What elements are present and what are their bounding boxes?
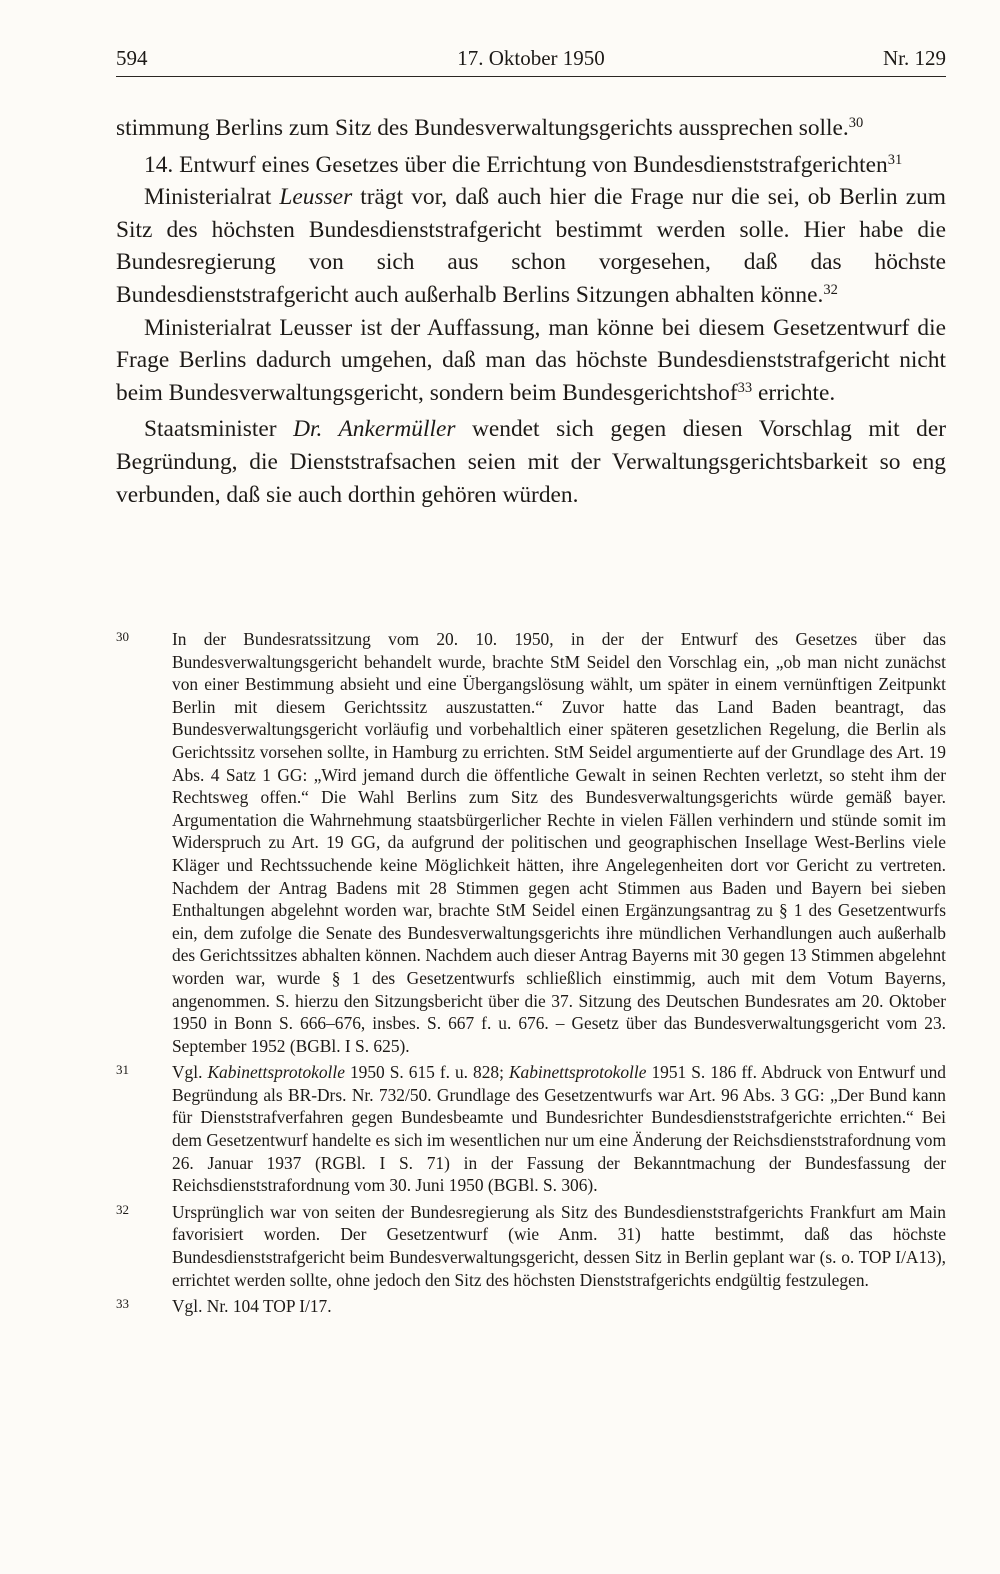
footnotes: [116, 628, 946, 1322]
footnote-33: 33 Vgl. Nr. 104 TOP I/17.: [116, 1295, 946, 1318]
running-header: [116, 42, 946, 77]
main-text: [116, 112, 946, 511]
speaker-name: Leusser: [279, 184, 353, 211]
header-date: 17. Oktober 1950: [457, 46, 605, 70]
footnote-number: 32: [116, 1201, 129, 1217]
footnote-30: 30 In der Bundesratssitzung vom 20. 10. 1950, in der der Entwurf des Gesetzes über das Bundesverwaltungsgericht behandelt wurde, brachte StM Seidel den Vorschlag ein, „ob man nicht zunächst von einer Bestimmung absieht und eine Übergangslösung wählt, um später in einem vernünftigen Zeitpunkt Berlin mit diesem Gerichtssitz auszustatten.“ Zuvor hatte das Land Baden beantragt, das Bundesverwaltungsgericht vorläufig und vorbehaltlich einer späteren gesetzlichen Regelung, die Berlin als Gerichtssitz vorsehen sollte, in Hamburg zu errichten. StM Seidel argumentierte auf der Grundlage des Art. 19 Abs. 4 Satz 1 GG: „Wird jemand durch die öffentliche Gewalt in seinen Rechten verletzt, so steht ihm der Rechtsweg offen.“ Die Wahl Berlins zum Sitz des Bundesverwaltungsgerichts würde gemäß bayer. Argumentation die Wahrnehmung staatsbürgerlicher Rechte in vielen Fällen verhindern und stünde somit im Widerspruch zu Art. 19 GG, da aufgrund der politischen und geographischen Insellage West-Berlins viele Kläger und Rechtssuchende keine Möglichkeit hätten, ihre Angelegenheiten dort vor Gericht zu vertreten. Nachdem der Antrag Badens mit 28 Stimmen gegen acht Stimmen aus Baden und Bayern bei sieben Enthaltungen abgelehnt worden war, brachte StM Seidel einen Ergänzungsantrag zu § 1 des Gesetzentwurfs ein, dem zufolge die Senate des Bundesverwaltungsgerichts ihre mündlichen Verhandlungen auch außerhalb des Gerichtssitzes abhalten können. Nachdem auch dieser Antrag Bayerns mit 30 gegen 13 Stimmen abgelehnt worden war, wurde § 1 des Gesetzentwurfs schließlich einstimmig, auch mit dem Votum Bayerns, angenommen. S. hierzu den Sitzungsbericht über die 37. Sitzung des Deutschen Bundesrates am 20. Oktober 1950 in Bonn S. 666–676, insbes. S. 667 f. u. 676. – Gesetz über das Bundesverwaltungsgericht vom 23. September 1952 (BGBl. I S. 625).: [116, 628, 946, 1057]
footnote-ref-30: 30: [848, 115, 864, 132]
footnote-ref-32: 32: [823, 282, 838, 298]
footnote-32: 32 Ursprünglich war von seiten der Bundesregierung als Sitz des Bundesdienststrafgerichts Frankfurt am Main favorisiert worden. Der Gesetzentwurf (wie Anm. 31) hatte bestimmt, daß das höchste Bundesdienststrafgericht beim Bundesverwaltungsgericht, dessen Sitz in Berlin geplant war (s. o. TOP I/A13), errichtet werden sollte, ohne jedoch den Sitz des höchsten Dienststrafgerichts endgültig festzulegen.: [116, 1201, 946, 1291]
page-number: 594: [116, 46, 148, 70]
paragraph-leusser-opinion: Ministerialrat Leusser ist der Auffassung, man könne bei diesem Gesetzentwurf die Frage Berlins dadurch umgehen, daß man das höchste Bundesdienststrafgericht nicht beim Bundesverwaltungsgericht, sondern beim Bundesgerichtshof$^{33}$ errichte.: [116, 314, 946, 406]
footnote-31: 31 Vgl. Kabinettsprotokolle 1950 S. 615 f. u. 828; Kabinettsprotokolle 1951 S. 186 ff. Abdruck von Entwurf und Begründung als BR-Drs. Nr. 732/50. Grundlage des Gesetzentwurfs war Art. 96 Abs. 3 GG: „Der Bund kann für Dienststrafverfahren gegen Bundesbeamte und Bundesrichter Bundesdienststrafgerichte errichten.“ Bei dem Gesetzentwurf handelte es sich im wesentlichen nur um eine Änderung der Reichsdienststrafordnung vom 26. Januar 1937 (RGBl. I S. 71) in der Fassung der Bekanntmachung der Bundesfassung der Reichsdienststrafordnung vom 30. Juni 1950 (BGBl. S. 306).: [116, 1061, 946, 1197]
document-number: Nr. 129: [883, 46, 946, 70]
paragraph-leusser: Ministerialrat Leusser trägt vor, daß auch hier die Frage nur die sei, ob Berlin zum Sitz des höchsten Bundesdienststrafgericht bestimmt werden solle. Hier habe die Bundesregierung von sich aus schon vorgesehen, daß das höchste Bundesdienststrafgericht auch außerhalb Berlins Sitzungen abhalten könne.$^{32}$: [116, 184, 946, 308]
footnote-number: 30: [116, 629, 129, 644]
footnote-ref-31: 31: [887, 151, 903, 168]
paragraph-continuation: stimmung Berlins zum Sitz des Bundesverwaltungsgerichts aussprechen solle.$^{30}$: [116, 115, 864, 141]
footnote-ref-33: 33: [737, 379, 753, 396]
footnote-number: 31: [116, 1062, 129, 1078]
paragraph-ankermueller: Staatsminister Dr. Ankermüller wendet sich gegen diesen Vorschlag mit der Begründung, die Dienststrafsachen seien mit der Verwaltungsgerichtsbarkeit so eng verbunden, daß sie auch dorthin gehören würden.: [116, 416, 947, 508]
agenda-item-14: 14. Entwurf eines Gesetzes über die Errichtung von Bundesdienststrafgerichten$^{31}$: [144, 151, 903, 178]
footnote-number: 33: [116, 1296, 129, 1312]
speaker-name: Dr. Ankermüller: [293, 416, 456, 443]
